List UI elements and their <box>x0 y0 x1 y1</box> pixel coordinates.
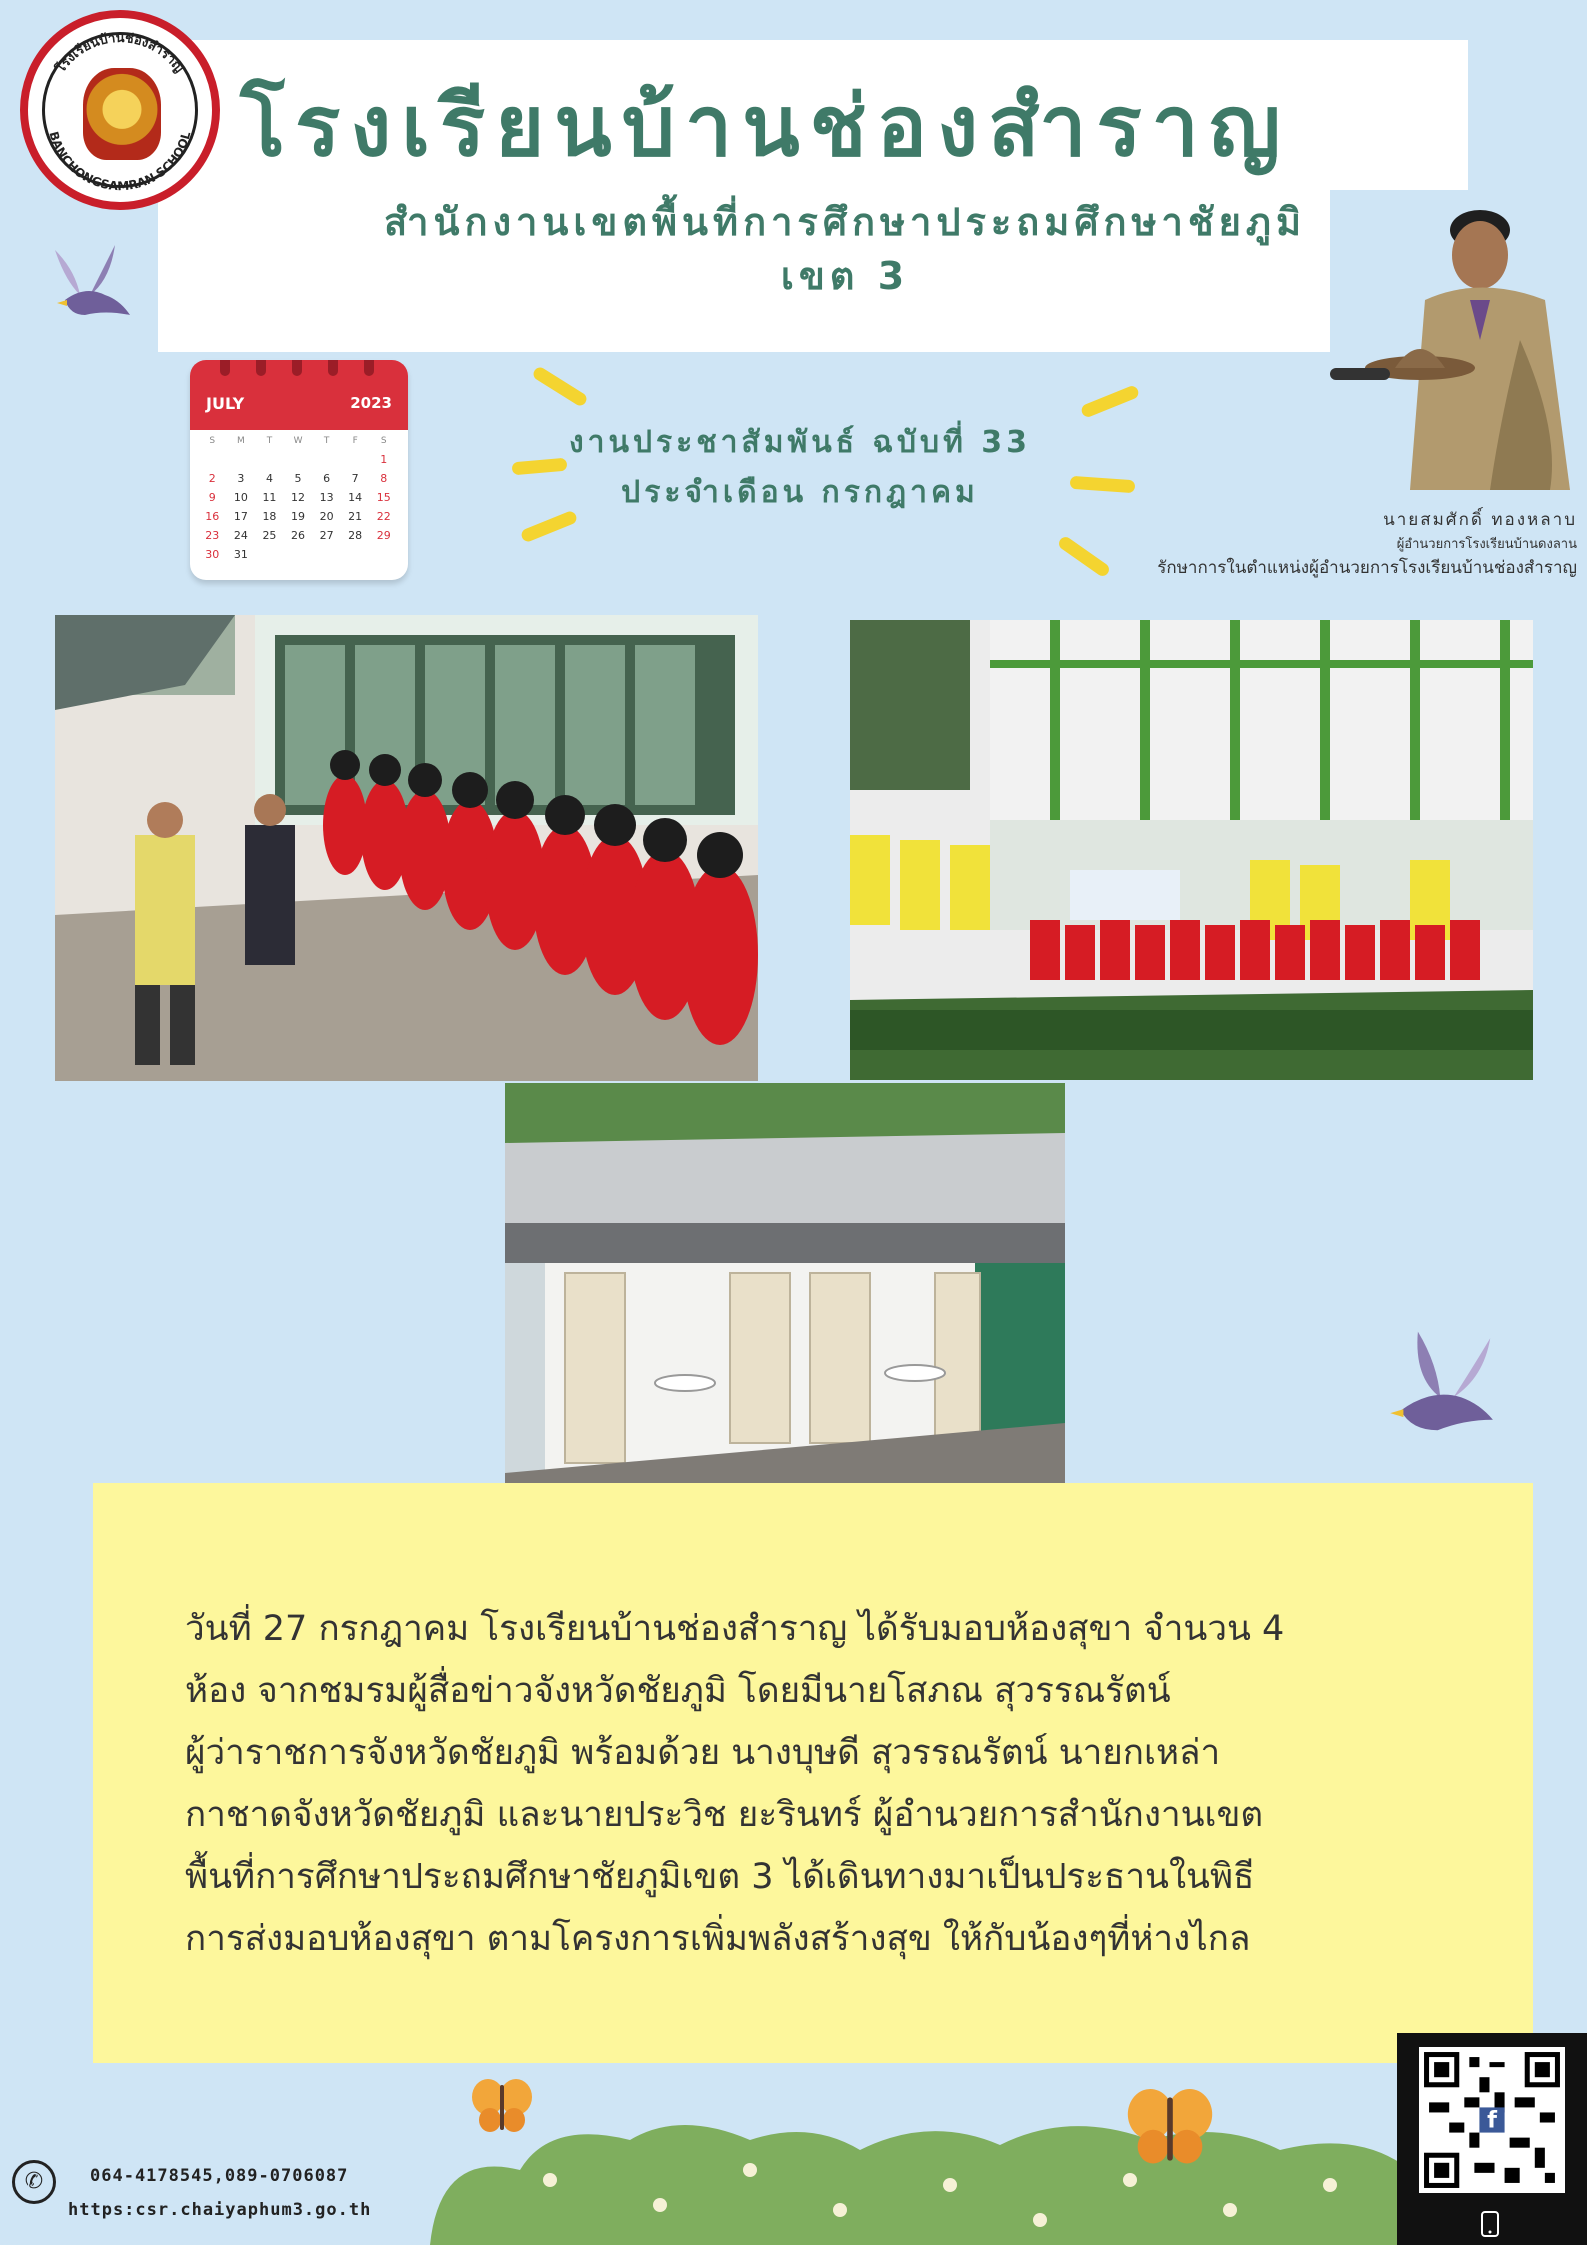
calendar-day: 11 <box>262 491 277 504</box>
calendar-day: 10 <box>233 491 248 504</box>
calendar-day <box>255 545 284 564</box>
calendar-ring-icon <box>220 360 230 376</box>
weekday: F <box>352 436 358 446</box>
calendar-day: 17 <box>233 510 248 523</box>
calendar-day: 25 <box>262 529 277 542</box>
calendar-day: 4 <box>265 472 273 485</box>
decor-ray <box>1080 384 1141 419</box>
svg-text:f: f <box>1487 2107 1497 2134</box>
calendar-day: 8 <box>380 472 388 485</box>
calendar-day: 12 <box>291 491 306 504</box>
calendar-day: 13 <box>319 491 334 504</box>
qr-phone-frame <box>1397 2033 1587 2245</box>
bird-icon <box>1385 1325 1510 1450</box>
calendar-day: 3 <box>237 472 245 485</box>
bird-icon <box>45 240 140 335</box>
calendar-header <box>190 360 408 430</box>
logo-text-ring <box>20 10 220 210</box>
weekday: W <box>293 436 303 446</box>
event-photo-group <box>850 620 1533 1080</box>
news-paragraph: วันที่ 27 กรกฎาคม โรงเรียนบ้านช่องสำราญ ได้รับมอบห้องสุขา จำนวน 4 ห้อง จากชมรมผู้สื่อข่าวจังหวัดชัยภูมิ โดยมีนายโสภณ สุวรรณรัตน์ ผู้ว่าราชการจังหวัดชัยภูมิ พร้อมด้วย นางบุษดี สุวรรณรัตน์ นายกเหล่า กาชาดจังหวัดชัยภูมิ และนายประวิช ยะรินทร์ ผู้อำนวยการสำนักงานเขต พื้นที่การศึกษาประถมศึกษาชัยภูมิเขต 3 ได้เดินทางมาเป็นประธานในพิธี การส่งมอบห้องสุขา ตามโครงการเพิ่มพลังสร้างสุข ให้กับน้องๆที่ห่างไกล <box>185 1609 1285 1959</box>
calendar-year: 2023 <box>350 394 392 412</box>
principal-photo <box>1330 190 1587 490</box>
logo-top-text: โรงเรียนบ้านช่องสำราญ <box>53 30 187 76</box>
calendar-day: 18 <box>262 510 277 523</box>
calendar-day <box>255 450 284 469</box>
qr-code[interactable] <box>1419 2047 1565 2193</box>
calendar-day: 1 <box>380 453 388 466</box>
calendar-day: 20 <box>319 510 334 523</box>
restroom-photo <box>505 1083 1065 1515</box>
calendar-day <box>369 545 398 564</box>
calendar-day: 26 <box>291 529 306 542</box>
calendar-day: 28 <box>348 529 363 542</box>
issue-info <box>500 418 1100 518</box>
office-line2: เขต 3 <box>780 254 910 298</box>
calendar-week <box>198 488 398 507</box>
weekday: T <box>323 436 330 446</box>
calendar-day: 16 <box>205 510 220 523</box>
issue-month: ประจำเดือน กรกฎาคม <box>621 475 979 510</box>
calendar-week <box>198 450 398 469</box>
calendar-ring-icon <box>364 360 374 376</box>
mobile-phone-icon <box>1479 2211 1501 2237</box>
calendar-week <box>198 469 398 488</box>
calendar-day: 19 <box>291 510 306 523</box>
office-line1: สำนักงานเขตพื้นที่การศึกษาประถมศึกษาชัยภูมิ <box>383 200 1307 244</box>
calendar-day <box>312 450 341 469</box>
butterfly-icon <box>1125 2083 1215 2168</box>
calendar-day: 27 <box>319 529 334 542</box>
calendar-week <box>198 507 398 526</box>
weekday: T <box>266 436 273 446</box>
calendar-day: 7 <box>351 472 359 485</box>
calendar-week <box>198 545 398 564</box>
calendar-day: 23 <box>205 529 220 542</box>
calendar-day: 2 <box>208 472 216 485</box>
calendar-weekdays <box>198 436 398 450</box>
calendar-day: 29 <box>376 529 391 542</box>
calendar-day: 14 <box>348 491 363 504</box>
weekday: M <box>236 436 245 446</box>
calendar-day <box>284 450 313 469</box>
contact-website[interactable]: https:csr.chaiyaphum3.go.th <box>68 2200 372 2220</box>
calendar-day <box>198 450 227 469</box>
decor-ray <box>1057 535 1112 579</box>
logo-bottom-text: BANCHONGSAMRAN SCHOOL <box>46 129 194 194</box>
principal-title: ผู้อำนวยการโรงเรียนบ้านดงลาน <box>1396 537 1577 552</box>
calendar-day <box>341 545 370 564</box>
issue-number: งานประชาสัมพันธ์ ฉบับที่ 33 <box>568 425 1032 460</box>
contact-phone[interactable]: 064-4178545,089-0706087 <box>90 2166 349 2186</box>
calendar-day: 31 <box>233 548 248 561</box>
calendar-day <box>284 545 313 564</box>
calendar-ring-icon <box>256 360 266 376</box>
calendar-day: 24 <box>233 529 248 542</box>
calendar-day: 5 <box>294 472 302 485</box>
calendar-widget <box>190 360 408 580</box>
principal-acting-title: รักษาการในตำแหน่งผู้อำนวยการโรงเรียนบ้านช่องสำราญ <box>1157 558 1577 578</box>
butterfly-icon <box>470 2075 534 2135</box>
calendar-day <box>312 545 341 564</box>
calendar-day: 9 <box>208 491 216 504</box>
calendar-month: JULY <box>206 394 245 413</box>
calendar-ring-icon <box>328 360 338 376</box>
principal-caption <box>1157 506 1577 581</box>
calendar-grid <box>198 436 398 564</box>
event-photo-welcome <box>55 615 758 1081</box>
bush-decoration <box>430 2107 1510 2245</box>
calendar-day <box>227 450 256 469</box>
school-logo <box>20 10 220 210</box>
weekday: S <box>380 436 387 446</box>
calendar-day: 30 <box>205 548 220 561</box>
phone-icon: ✆ <box>12 2160 56 2204</box>
calendar-ring-icon <box>292 360 302 376</box>
decor-ray <box>531 365 589 408</box>
calendar-day: 21 <box>348 510 363 523</box>
calendar-week <box>198 526 398 545</box>
school-name-title: โรงเรียนบ้านช่องสำราญ <box>240 77 1291 175</box>
office-subtitle <box>220 195 1470 303</box>
principal-name: นายสมศักดิ์ ทองหลาบ <box>1383 510 1577 530</box>
calendar-day: 22 <box>376 510 391 523</box>
calendar-day: 15 <box>376 491 391 504</box>
calendar-day <box>341 450 370 469</box>
calendar-day: 6 <box>323 472 331 485</box>
weekday: S <box>209 436 216 446</box>
